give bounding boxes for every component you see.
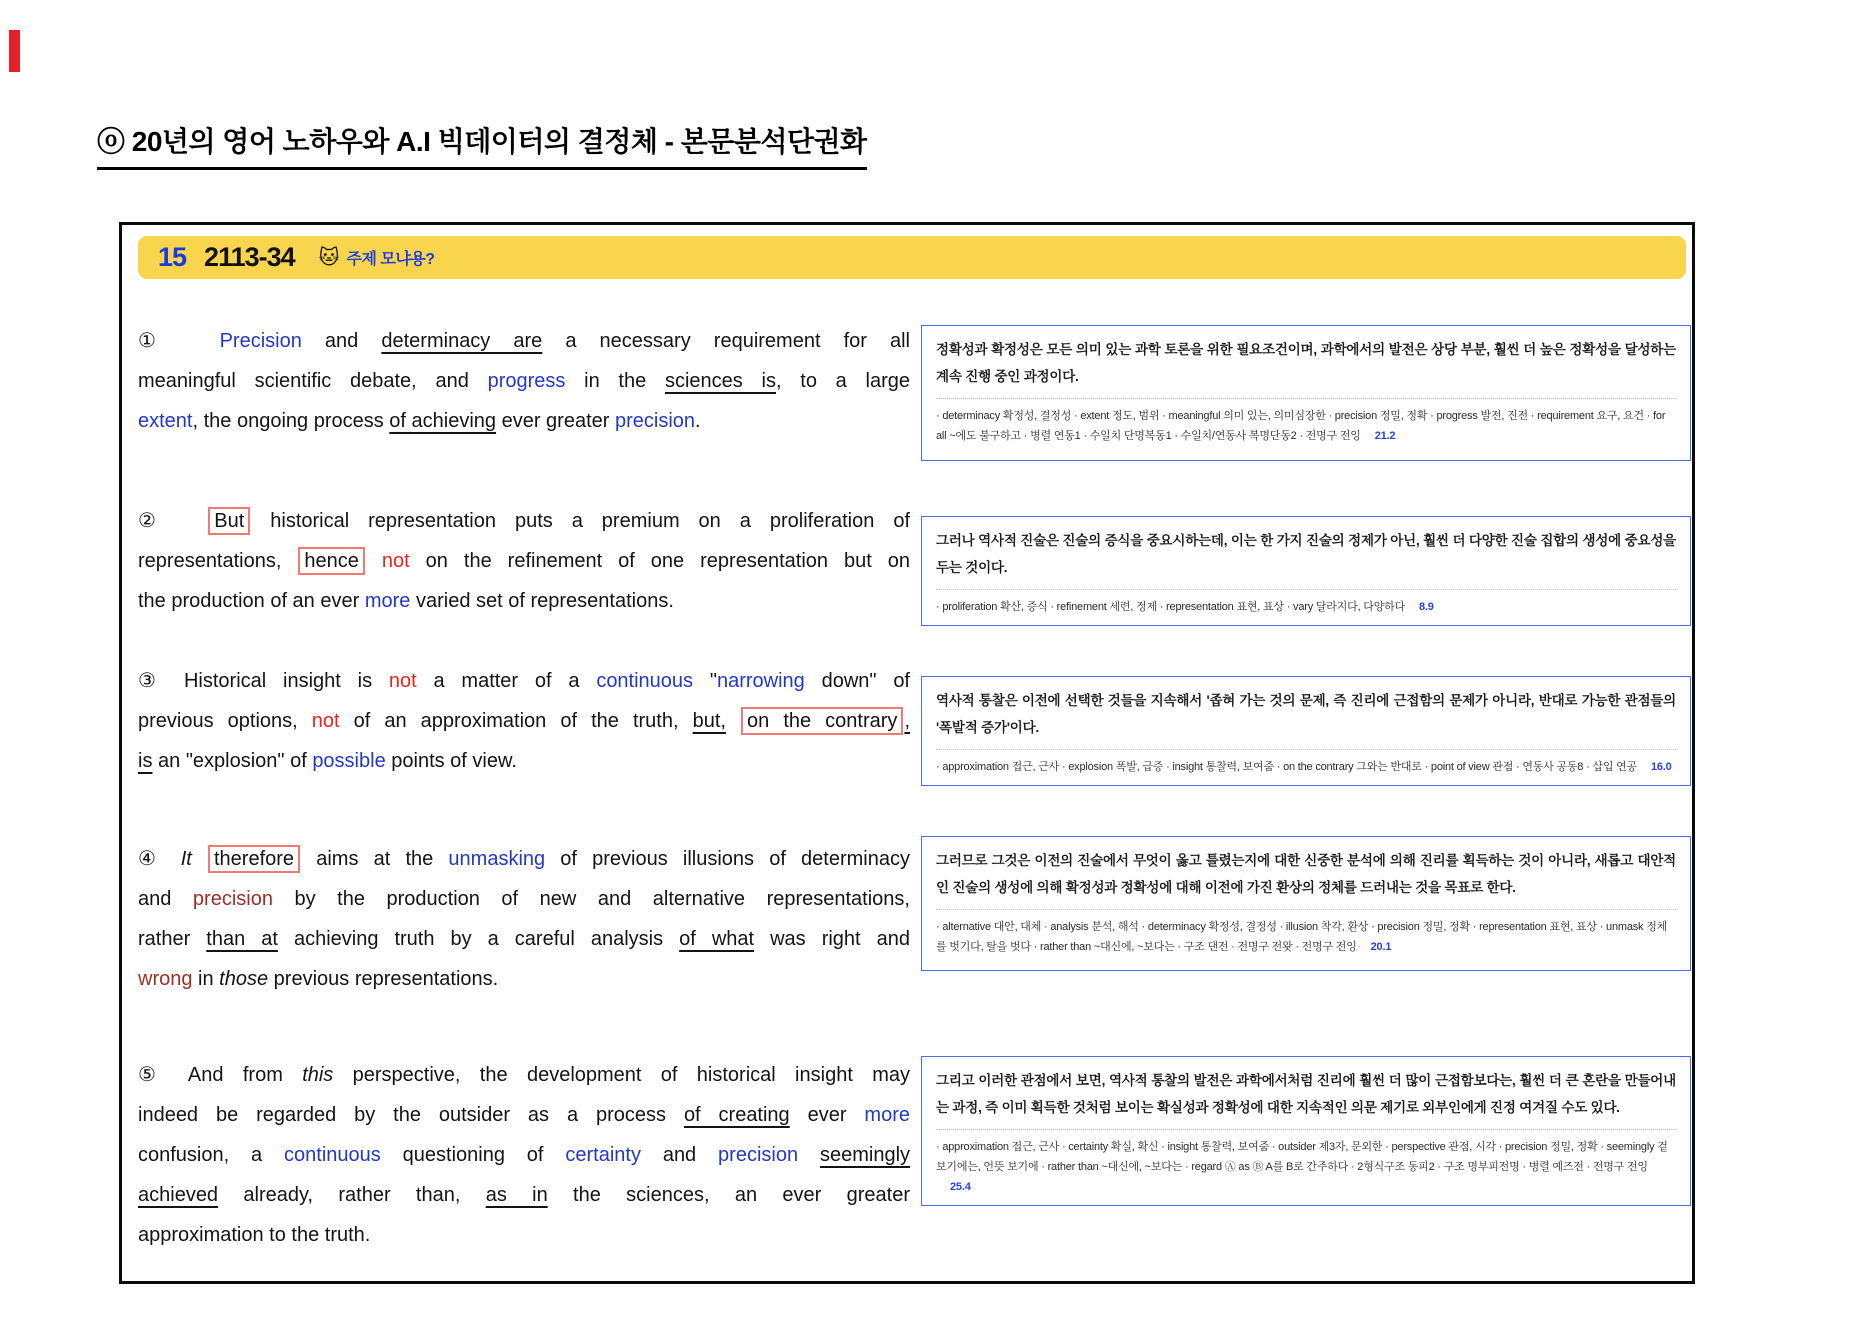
english-line xyxy=(138,661,910,701)
text-segment: It xyxy=(180,848,192,870)
vocab-notes xyxy=(936,406,1676,446)
vocab-ref: 8.9 xyxy=(1419,601,1434,613)
text-segment: indeed be regarded by the outsider as a process xyxy=(138,1104,684,1126)
text-segment: ⑤ And from xyxy=(138,1064,303,1086)
text-segment: points of view. xyxy=(385,750,517,772)
text-segment: and xyxy=(301,330,382,352)
worksheet-panel xyxy=(119,222,1695,1284)
english-line xyxy=(138,361,910,401)
vocab-ref: 20.1 xyxy=(1370,941,1392,953)
text-segment: not xyxy=(381,550,410,572)
text-segment: aims at the xyxy=(301,848,449,870)
text-segment xyxy=(366,550,382,572)
text-segment xyxy=(192,848,207,870)
question-number: 15 xyxy=(158,242,187,272)
text-segment: progress xyxy=(487,370,566,392)
text-segment: previous options, xyxy=(138,710,312,732)
text-segment: was right and xyxy=(754,928,911,950)
text-segment: not xyxy=(388,670,417,692)
english-line xyxy=(138,701,910,741)
english-sentence-4 xyxy=(138,839,910,999)
translation-box-1 xyxy=(921,325,1691,461)
text-segment: more xyxy=(864,1104,910,1126)
text-segment xyxy=(726,710,740,732)
text-segment: varied set of representations. xyxy=(410,590,674,612)
text-segment: of achieving xyxy=(389,410,497,432)
text-segment: ever greater xyxy=(496,410,615,432)
english-line xyxy=(138,959,910,999)
text-segment: as in xyxy=(485,1184,548,1206)
question-tag: 주제 모냐용? xyxy=(346,251,435,268)
cat-icon: 🐱 xyxy=(318,247,340,269)
vocab-notes xyxy=(936,917,1676,957)
text-segment: possible xyxy=(312,750,386,772)
text-segment: . xyxy=(695,410,701,432)
translation-box-3 xyxy=(921,676,1691,786)
text-segment: the sciences, an ever greater xyxy=(547,1184,910,1206)
text-segment xyxy=(798,1144,820,1166)
text-segment: ① xyxy=(138,330,220,352)
translation-box-5 xyxy=(921,1056,1691,1206)
red-boxed-word: hence xyxy=(298,547,365,575)
text-segment: seemingly xyxy=(819,1144,911,1166)
red-boxed-word: on the contrary xyxy=(741,707,903,735)
text-segment: ③ Historical insight is xyxy=(138,670,389,692)
vocab-notes xyxy=(936,597,1676,617)
english-line xyxy=(138,919,910,959)
text-segment: questioning of xyxy=(380,1144,566,1166)
translation-box-4 xyxy=(921,836,1691,971)
text-segment: certainty xyxy=(565,1144,641,1166)
vocab-divider xyxy=(936,909,1676,910)
text-segment: continuous xyxy=(284,1144,381,1166)
vocab-ref: 21.2 xyxy=(1374,430,1396,442)
question-header-bar xyxy=(138,236,1686,279)
text-segment: rather xyxy=(138,928,207,950)
vocab-notes xyxy=(936,757,1676,777)
vocab-text: · approximation 접근, 근사 · explosion 폭발, 급증 · insight 통찰력, 보여줌 · on the contrary 그와는 반대로 · point of view 관점 · 연동사 공동8 · 삽입 연공 xyxy=(936,761,1637,773)
english-line xyxy=(138,1055,910,1095)
vocab-divider xyxy=(936,749,1676,750)
vocab-divider xyxy=(936,1129,1676,1130)
vocab-divider xyxy=(936,398,1676,399)
korean-translation: 정확성과 확정성은 모든 의미 있는 과학 토론을 위한 필요조건이며, 과학에서의 발전은 상당 부분, 훨씬 더 높은 정확성을 달성하는 계속 진행 중인 과정이다. xyxy=(936,342,1676,384)
text-segment: a necessary requirement for all xyxy=(542,330,910,352)
vocab-text: · determinacy 확정성, 결정성 · extent 정도, 범위 · meaningful 의미 있는, 의미심장한 · precision 정밀, 정확 · progress 발전, 진전 · requirement 요구, 요건 · for all ~에도 불구하고 · 병렬 연동1 · 수일치 단명복동1 · 수일치/연동사 복명단동2 · 전명구 전잉 xyxy=(936,410,1666,442)
text-segment: down" of xyxy=(804,670,910,692)
english-sentence-3 xyxy=(138,661,910,781)
text-segment: wrong xyxy=(138,968,193,990)
english-line xyxy=(138,741,910,781)
text-segment: already, rather than, xyxy=(218,1184,486,1206)
english-line xyxy=(138,501,910,541)
text-segment: achieved xyxy=(138,1184,219,1206)
text-segment: of an approximation of the truth, xyxy=(339,710,693,732)
text-segment: unmasking xyxy=(448,848,546,870)
vocab-ref: 25.4 xyxy=(950,1181,971,1193)
english-line xyxy=(138,321,910,361)
text-segment: narrowing xyxy=(716,670,805,692)
text-segment: more xyxy=(364,590,411,612)
page-title: ⓞ 20년의 영어 노하우와 A.I 빅데이터의 결정체 - 본문분석단권화 xyxy=(97,120,867,170)
vocab-divider xyxy=(936,589,1676,590)
english-sentence-1 xyxy=(138,321,910,441)
text-segment: precision xyxy=(192,888,273,910)
text-segment: in the xyxy=(565,370,665,392)
text-segment: meaningful scientific debate, and xyxy=(138,370,488,392)
text-segment: " xyxy=(693,670,717,692)
english-sentence-5 xyxy=(138,1055,910,1255)
red-margin-strip xyxy=(9,30,20,72)
korean-translation: 그리고 이러한 관점에서 보면, 역사적 통찰의 발전은 과학에서처럼 진리에 훨씬 더 많이 근접함보다는, 훨씬 더 큰 혼란을 만들어내는 과정, 즉 이미 획득한 것처럼 보이는 확실성과 정확성에 대한 지속적인 의문 제기로 외부인에게 진정 여겨질 수도 있다. xyxy=(936,1073,1676,1115)
text-segment: by the production of new and alternative representations, xyxy=(272,888,910,910)
text-segment: ④ xyxy=(138,848,181,870)
text-segment: sciences is xyxy=(664,370,776,392)
text-segment: in xyxy=(192,968,220,990)
english-line xyxy=(138,1175,910,1215)
korean-translation: 그러나 역사적 진술은 진술의 증식을 중요시하는데, 이는 한 가지 진술의 정제가 아닌, 훨씬 더 다양한 진술 집합의 생성에 중요성을 두는 것이다. xyxy=(936,533,1676,575)
english-line xyxy=(138,1135,910,1175)
text-segment: and xyxy=(640,1144,719,1166)
text-segment: not xyxy=(311,710,340,732)
korean-translation: 그러므로 그것은 이전의 진술에서 무엇이 옳고 틀렸는지에 대한 신중한 분석에 의해 진리를 획득하는 것이 아니라, 새롭고 대안적인 진술의 생성에 의해 확정성과 정확성에 대해 이전에 가진 환상의 정체를 드러내는 것을 목표로 한다. xyxy=(936,853,1676,895)
text-segment: those xyxy=(219,968,269,990)
vocab-text: · approximation 접근, 근사 · certainty 확실, 확신 · insight 통찰력, 보여줌 · outsider 제3자, 문외한 · perspective 관점, 시각 · precision 정밀, 정확 · seemingly 겉보기에는, 언뜻 보기에 · rather than ~대신에, ~보다는 · regard Ⓐ as Ⓑ A를 B로 간주하다 · 2형식구조 동피2 · 구조 명부피전명 · 병렬 예즈전 · 전명구 전잉 xyxy=(936,1141,1668,1173)
english-line xyxy=(138,879,910,919)
question-code: 2113-34 xyxy=(204,242,295,272)
text-segment: ever xyxy=(789,1104,865,1126)
english-line xyxy=(138,1215,910,1255)
text-segment: determinacy are xyxy=(381,330,543,352)
red-boxed-word: therefore xyxy=(208,845,300,873)
text-segment: and xyxy=(138,888,193,910)
vocab-ref: 16.0 xyxy=(1650,761,1672,773)
english-line xyxy=(138,581,910,621)
text-segment: representations, xyxy=(138,550,298,572)
translation-box-2 xyxy=(921,516,1691,626)
text-segment: this xyxy=(302,1064,334,1086)
text-segment: continuous xyxy=(596,670,694,692)
vocab-text: · alternative 대안, 대체 · analysis 분석, 해석 · determinacy 확정성, 결정성 · illusion 착각, 환상 · precision 정밀, 정확 · representation 표현, 표상 · unmask 정체를 벗기다, 탈을 벗다 · rather than ~대신에, ~보다는 · 구조 댄전 · 전명구 전왓 · 전명구 전잉 xyxy=(936,921,1668,953)
text-segment: approximation to the truth. xyxy=(138,1224,371,1246)
text-segment: of what xyxy=(679,928,755,950)
text-segment: , to a large xyxy=(775,370,911,392)
english-line xyxy=(138,1095,910,1135)
text-segment: previous representations. xyxy=(268,968,499,990)
text-segment: achieving truth by a careful analysis xyxy=(277,928,680,950)
vocab-notes xyxy=(936,1137,1676,1197)
text-segment: , the ongoing process xyxy=(192,410,390,432)
text-segment: an "explosion" of xyxy=(152,750,313,772)
english-line xyxy=(138,401,910,441)
english-line xyxy=(138,839,910,879)
vocab-text: · proliferation 확산, 증식 · refinement 세련, 정제 · representation 표현, 표상 · vary 달라지다, 다양하다 xyxy=(936,601,1405,613)
text-segment: precision xyxy=(718,1144,799,1166)
korean-translation: 역사적 통찰은 이전에 선택한 것들을 지속해서 '좁혀 가는 것의 문제, 즉 진리에 근접함의 문제가 아니라, 반대로 가능한 관점들의 '폭발적 증가'이다. xyxy=(936,693,1676,735)
text-segment: ② xyxy=(138,510,208,532)
text-segment: is xyxy=(138,750,153,772)
text-segment: of creating xyxy=(683,1104,790,1126)
text-segment: than at xyxy=(206,928,278,950)
text-segment: confusion, a xyxy=(138,1144,285,1166)
text-segment: a matter of a xyxy=(416,670,597,692)
red-boxed-word: But xyxy=(208,507,250,535)
text-segment: but, xyxy=(692,710,726,732)
text-segment: perspective, the development of historical insight may xyxy=(333,1064,910,1086)
text-segment: precision xyxy=(614,410,696,432)
text-segment: of previous illusions of determinacy xyxy=(545,848,910,870)
text-segment: the production of an ever xyxy=(138,590,365,612)
text-segment: on the refinement of one representation but on xyxy=(409,550,911,572)
english-sentence-2 xyxy=(138,501,910,621)
text-segment: historical representation puts a premium on a proliferation of xyxy=(251,510,910,532)
text-segment: Precision xyxy=(219,330,302,352)
text-segment: , xyxy=(904,710,910,732)
english-line xyxy=(138,541,910,581)
text-segment: extent xyxy=(138,410,193,432)
